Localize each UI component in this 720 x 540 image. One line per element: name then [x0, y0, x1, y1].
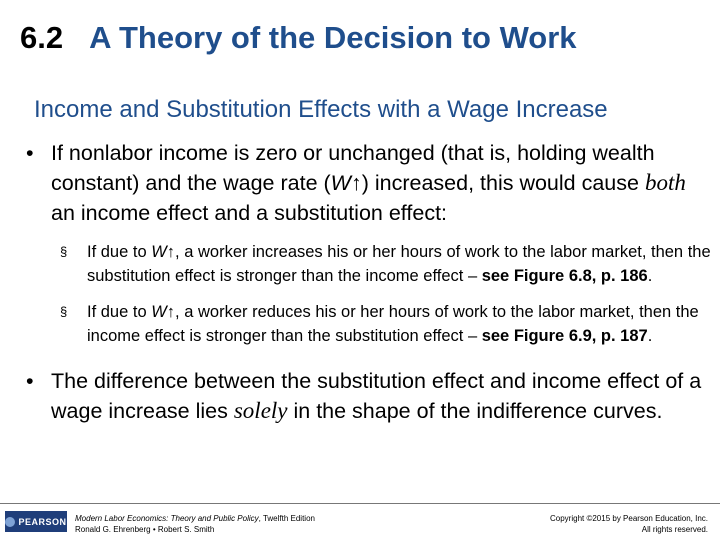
wage-symbol: W: [330, 171, 351, 195]
bullet-text: ) increased, this would cause: [361, 171, 645, 195]
sub-bullet-text: , a worker increases his or her hours of work to the labor market, then the substitution effect is stronger than the income effect –: [87, 243, 711, 285]
bullet-marker: •: [26, 141, 34, 165]
footer-divider: [0, 503, 720, 504]
sub-bullet-text: If due to: [87, 303, 152, 321]
footer-citation: [75, 513, 315, 535]
sub-bullet-marker: §: [60, 304, 68, 319]
rights-text: All rights reserved.: [641, 525, 708, 534]
pearson-logo: [5, 511, 67, 532]
bullet-text: The difference between the substitution effect and income effect of a wage increase lies: [51, 369, 702, 423]
up-arrow: ↑: [350, 171, 362, 195]
sub-bullet-end: .: [647, 327, 653, 345]
title-text: A Theory of the Decision to Work: [89, 20, 577, 55]
book-edition: , Twelfth Edition: [258, 514, 315, 523]
copyright-text: Copyright ©2015 by Pearson Education, Inc.: [550, 514, 708, 523]
emphasis-solely: solely: [233, 398, 288, 423]
figure-reference: see Figure 6.8, p. 186: [481, 267, 648, 285]
up-arrow: ↑: [166, 303, 176, 321]
sub-bullet-text: , a worker reduces his or her hours of work to the labor market, then the income effect is stronger than the substitution effect –: [87, 303, 699, 345]
bullet-item: [22, 366, 712, 426]
up-arrow: ↑: [166, 243, 176, 261]
section-number: 6.2: [20, 20, 64, 55]
sub-bullet-item: [22, 300, 712, 348]
book-title: Modern Labor Economics: Theory and Public Policy: [75, 514, 259, 523]
sub-bullet-end: .: [647, 267, 653, 285]
book-authors: Ronald G. Ehrenberg • Robert S. Smith: [75, 525, 215, 534]
logo-text: PEARSON: [18, 516, 67, 527]
wage-symbol: W: [151, 243, 167, 261]
bullet-text: If nonlabor income is zero or unchanged (that is, holding wealth constant) and the wage rate (: [51, 141, 655, 195]
emphasis-both: both: [644, 170, 686, 195]
wage-symbol: W: [151, 303, 167, 321]
pearson-mark-icon: [5, 517, 15, 527]
slide-title: [20, 20, 577, 56]
slide-subtitle: Income and Substitution Effects with a Wage Increase: [34, 96, 608, 123]
bullet-item: [22, 138, 712, 228]
bullet-marker: •: [26, 369, 34, 393]
figure-reference: see Figure 6.9, p. 187: [481, 327, 648, 345]
bullet-list: [22, 138, 712, 426]
sub-bullet-marker: §: [60, 244, 68, 259]
sub-bullet-text: If due to: [87, 243, 152, 261]
bullet-text: in the shape of the indifference curves.: [287, 399, 663, 423]
footer-copyright: [550, 513, 708, 535]
bullet-text: an income effect and a substitution effect:: [51, 201, 448, 225]
sub-bullet-item: [22, 240, 712, 288]
